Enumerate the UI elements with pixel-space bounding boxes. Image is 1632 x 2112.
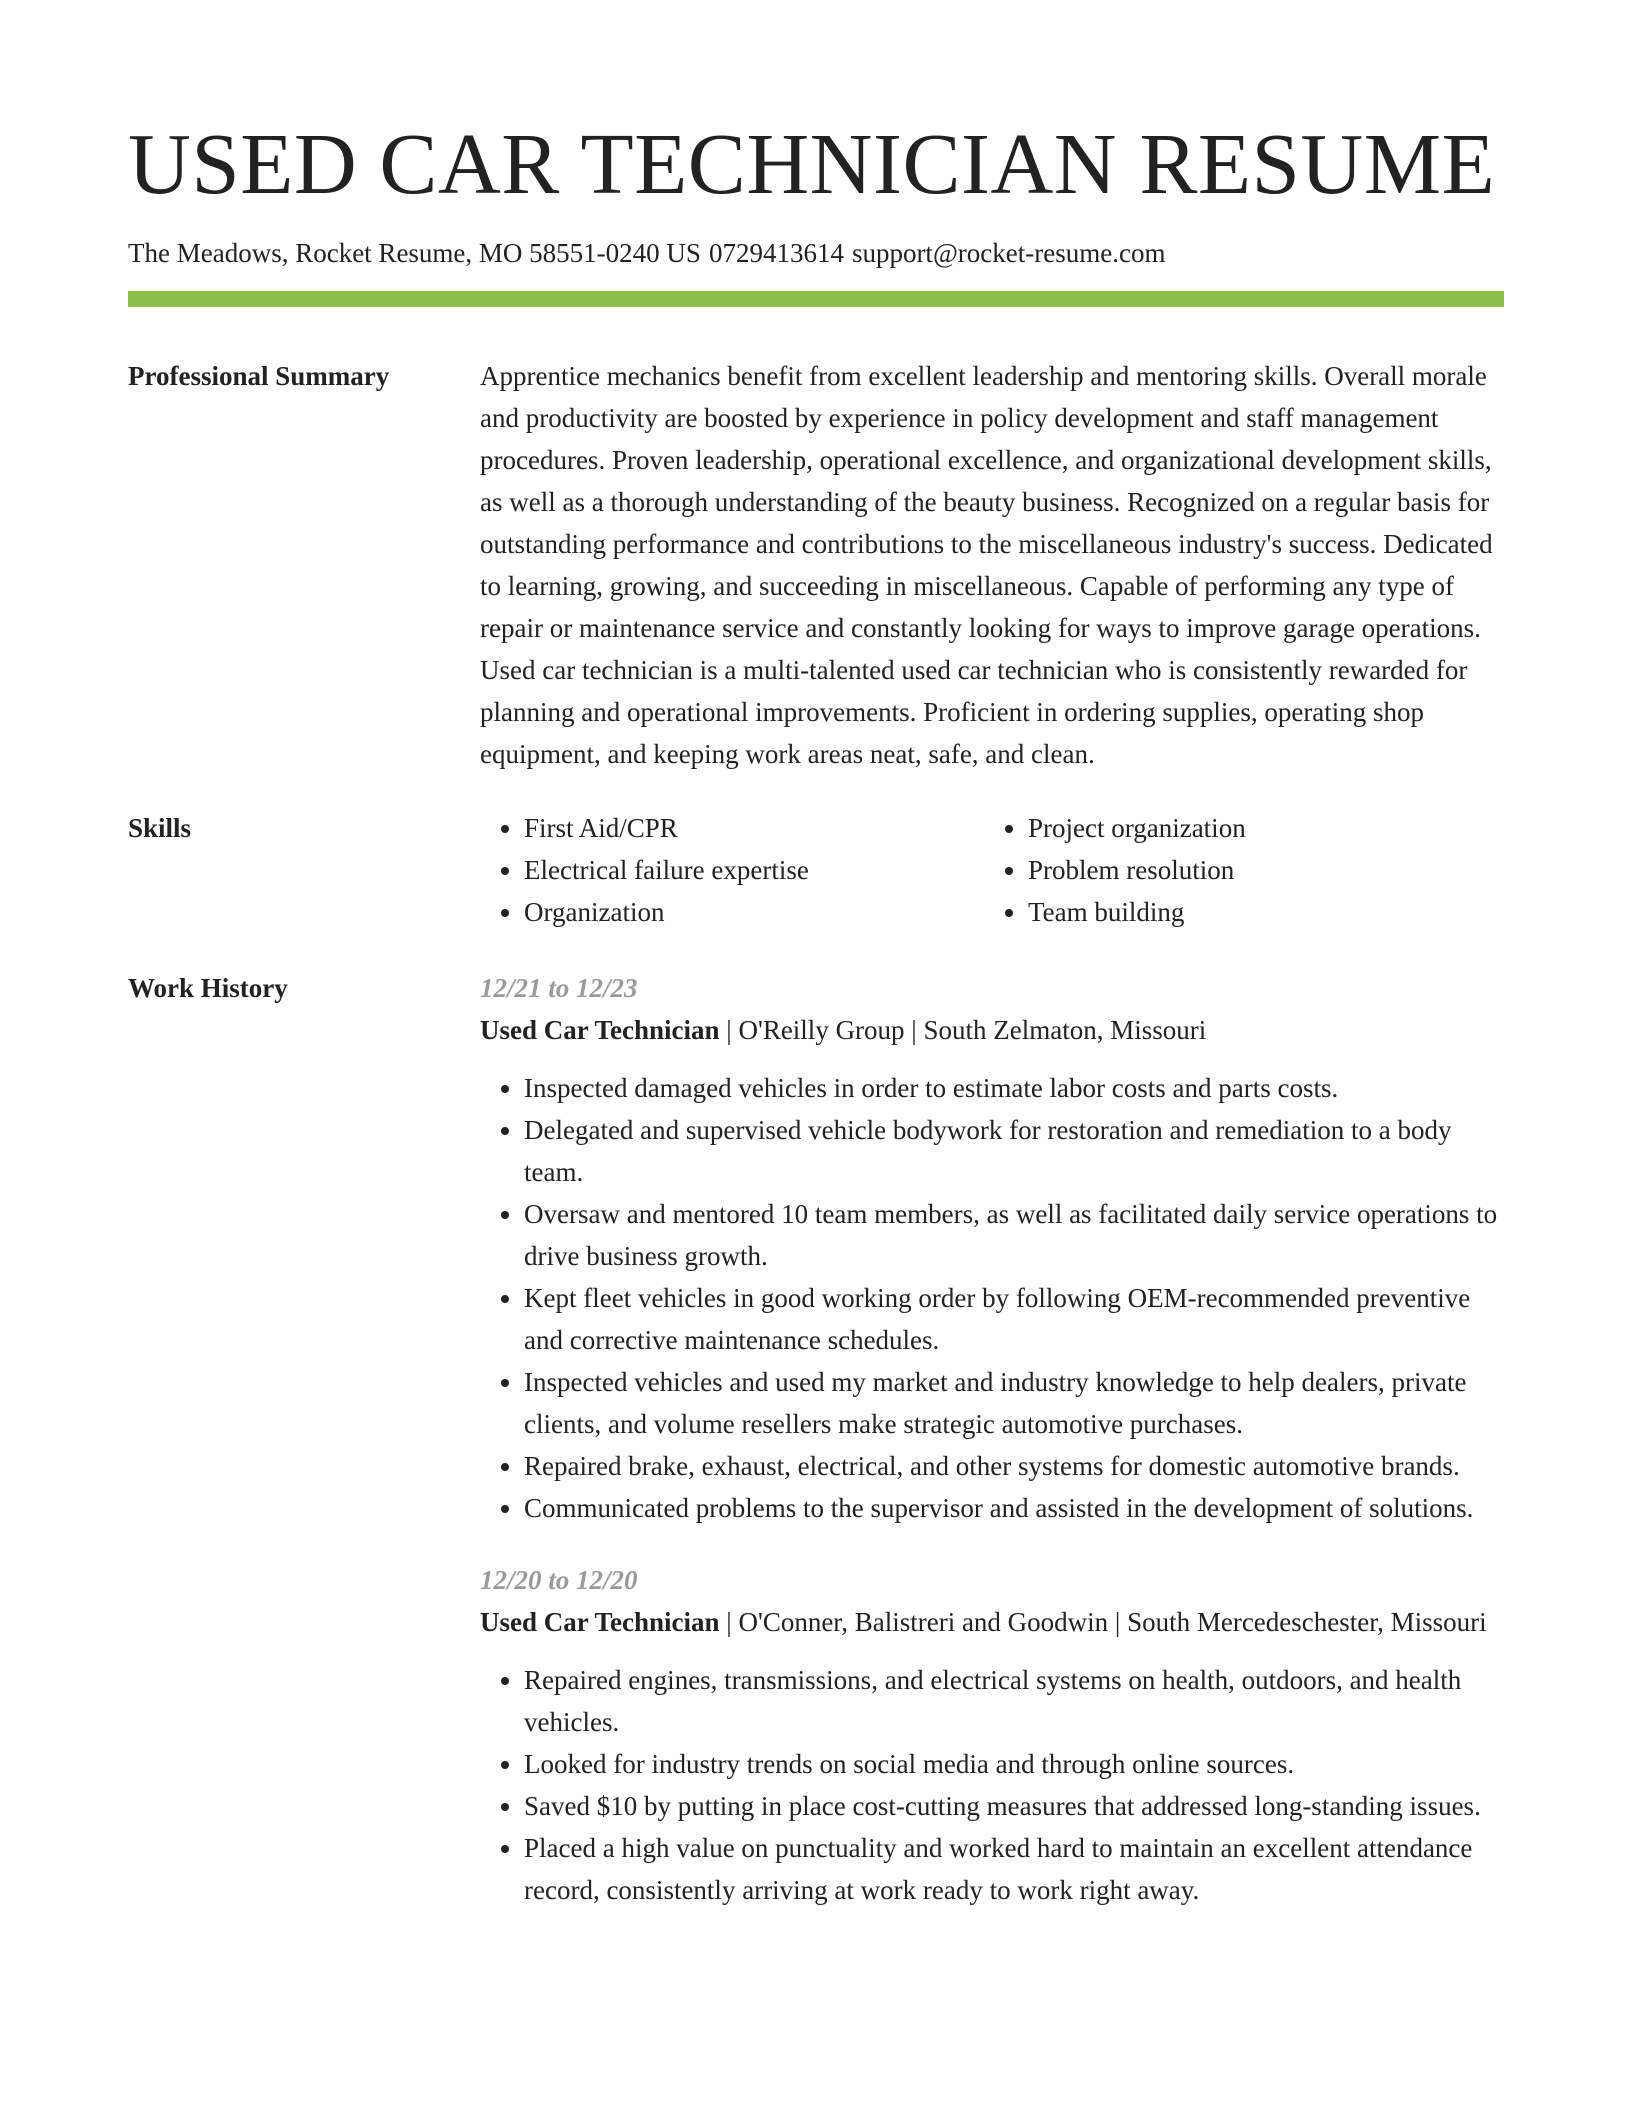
skill-item: • Project organization [1028,807,1488,849]
job-dates: 12/21 to 12/23 [480,973,638,1004]
skill-item: • First Aid/CPR [524,807,984,849]
job-bullet: • Delegated and supervised vehicle bodywork for restoration and remediation to a body team. [524,1109,1504,1193]
job-bullet: • Saved $10 by putting in place cost-cutting measures that addressed long-standing issues. [524,1785,1504,1827]
resume-title: USED CAR TECHNICIAN RESUME [128,115,1496,212]
skill-item: • Problem resolution [1028,849,1488,891]
summary-section [128,355,1504,775]
summary-text: Apprentice mechanics benefit from excellent leadership and mentoring skills. Overall morale and productivity are boosted by experience in policy development and staff management procedures. Proven leadership, operational excellence, and organizational development skills, as well as a thorough understanding of the beauty business. Recognized on a regular basis for outstanding performance and contributions to the miscellaneous industry's success. Dedicated to learning, growing, and succeeding in miscellaneous. Capable of performing any type of repair or maintenance service and constantly looking for ways to improve garage operations. Used car technician is a multi-talented used car technician who is consistently rewarded for planning and operational improvements. Proficient in ordering supplies, operating shop equipment, and keeping work areas neat, safe, and clean. [480,361,1493,770]
job-title: Used Car Technician [480,1607,720,1638]
job-bullet: • Repaired brake, exhaust, electrical, and other systems for domestic automotive brands. [524,1445,1504,1487]
work-section [128,967,1504,1941]
job-details: | O'Conner, Balistreri and Goodwin | South Mercedeschester, Missouri [719,1607,1487,1638]
job-entry [480,1559,1504,1911]
job-bullet: • Communicated problems to the supervisor and assisted in the development of solutions. [524,1487,1504,1529]
job-details: | O'Reilly Group | South Zelmaton, Missouri [719,1015,1207,1046]
skills-section [128,807,1504,933]
summary-body [480,355,1504,775]
job-bullet: • Oversaw and mentored 10 team members, as well as facilitated daily service operations to drive business growth. [524,1193,1504,1277]
skills-list-right [984,807,1488,933]
work-heading: Work History [128,973,288,1004]
job-bullet: • Inspected vehicles and used my market and industry knowledge to help dealers, private clients, and volume resellers make strategic automotive purchases. [524,1361,1504,1445]
phone: 0729413614 [708,238,844,268]
job-dates: 12/20 to 12/20 [480,1565,638,1596]
skills-columns [480,807,1504,933]
skill-item: • Team building [1028,891,1488,933]
email: support@rocket-resume.com [851,238,1166,268]
job-header [480,1601,1504,1643]
contact-line [128,237,1504,269]
work-body [480,967,1504,1941]
job-header [480,1009,1504,1051]
skills-list-left [480,807,984,933]
job-bullets [480,1067,1504,1529]
job-bullets [480,1659,1504,1911]
job-bullet: • Inspected damaged vehicles in order to estimate labor costs and parts costs. [524,1067,1504,1109]
address: The Meadows, Rocket Resume, MO 58551-0240 US [128,238,701,268]
job-title: Used Car Technician [480,1015,720,1046]
job-bullet: • Looked for industry trends on social media and through online sources. [524,1743,1504,1785]
skills-heading: Skills [128,813,192,844]
skills-body [480,807,1504,933]
job-bullet: • Placed a high value on punctuality and worked hard to maintain an excellent attendance record, consistently arriving at work ready to work right away. [524,1827,1504,1911]
summary-heading: Professional Summary [128,361,390,392]
header-divider [128,291,1504,307]
skill-item: • Electrical failure expertise [524,849,984,891]
job-bullet: • Kept fleet vehicles in good working order by following OEM-recommended preventive and corrective maintenance schedules. [524,1277,1504,1361]
job-entry [480,967,1504,1529]
job-bullet: • Repaired engines, transmissions, and electrical systems on health, outdoors, and health vehicles. [524,1659,1504,1743]
skill-item: • Organization [524,891,984,933]
